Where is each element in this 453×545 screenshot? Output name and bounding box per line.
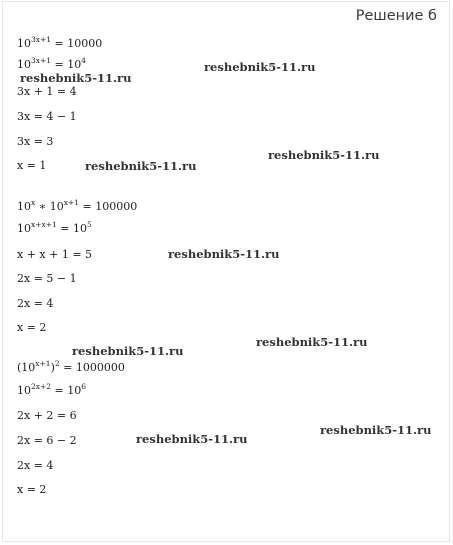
eq-2-2: $10^{x+x+1} = 10^5$ xyxy=(17,220,92,235)
eq-2-6: x = 2 xyxy=(17,321,47,334)
solution-title: Решение б xyxy=(355,8,437,24)
eq-1-5: 3x = 3 xyxy=(17,135,54,148)
watermark: reshebnik5-11.ru xyxy=(256,335,368,349)
watermark: reshebnik5-11.ru xyxy=(204,60,316,74)
eq-1-4: 3x = 4 − 1 xyxy=(17,110,77,123)
watermark: reshebnik5-11.ru xyxy=(320,423,432,437)
eq-2-3: x + x + 1 = 5 xyxy=(17,248,93,261)
eq-3-4: 2x = 6 − 2 xyxy=(17,434,77,447)
eq-3-3: 2x + 2 = 6 xyxy=(17,409,77,422)
watermark: reshebnik5-11.ru xyxy=(85,159,197,173)
eq-2-4: 2x = 5 − 1 xyxy=(17,272,77,285)
watermark: reshebnik5-11.ru xyxy=(168,247,280,261)
eq-2-1: 10$^x$ ∗ $10^{x+1} = 100000$ xyxy=(17,198,138,213)
eq-1-3: 3x + 1 = 4 xyxy=(17,85,77,98)
eq-3-1: $(10^{x+1})^2 = 1000000$ xyxy=(17,359,125,374)
eq-3-5: 2x = 4 xyxy=(17,459,54,472)
eq-1-1: $10^{3x+1} = 10000$ xyxy=(17,35,103,50)
watermark: reshebnik5-11.ru xyxy=(268,148,380,162)
watermark: reshebnik5-11.ru xyxy=(136,432,248,446)
eq-1-6: x = 1 xyxy=(17,159,47,172)
eq-3-2: $10^{2x+2} = 10^6$ xyxy=(17,382,87,397)
watermark: reshebnik5-11.ru xyxy=(20,71,132,85)
watermark: reshebnik5-11.ru xyxy=(72,344,184,358)
eq-3-6: x = 2 xyxy=(17,483,47,496)
eq-2-5: 2x = 4 xyxy=(17,297,54,310)
eq-1-2: $10^{3x+1} = 10^4$ xyxy=(17,56,87,71)
